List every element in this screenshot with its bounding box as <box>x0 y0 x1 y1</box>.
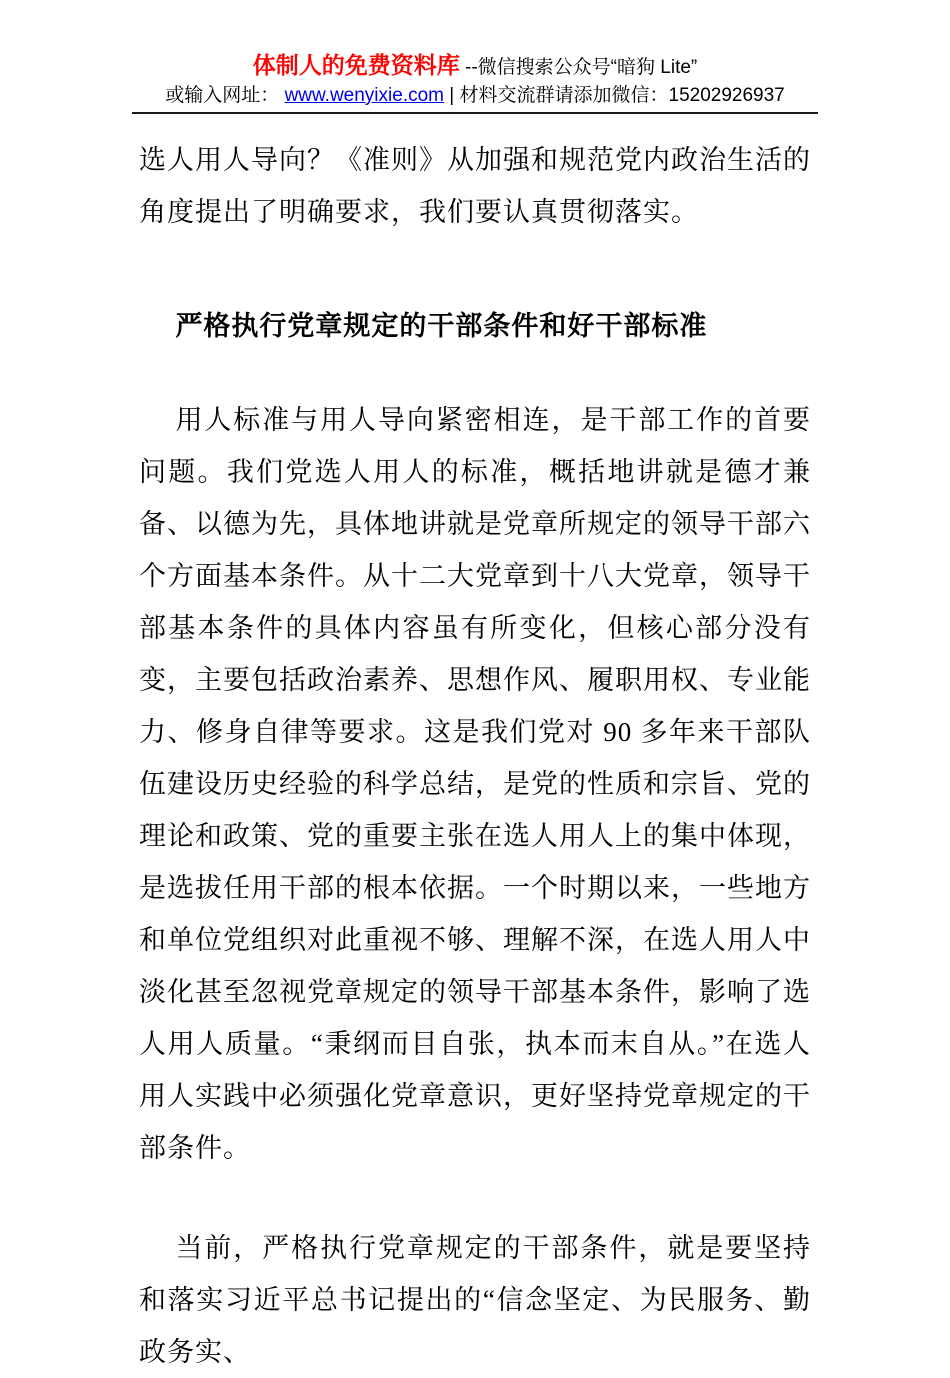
brand-title: 体制人的免费资料库 <box>252 52 460 78</box>
document-body <box>139 134 811 1378</box>
paragraph-intro: 选人用人导向？《准则》从加强和规范党内政治生活的角度提出了明确要求，我们要认真贯彻落实。 <box>139 145 811 227</box>
paragraph-main: 用人标准与用人导向紧密相连，是干部工作的首要问题。我们党选人用人的标准，概括地讲就是德才兼备、以德为先，具体地讲就是党章所规定的领导干部六个方面基本条件。从十二大党章到十八大党章，领导干部基本条件的具体内容虽有所变化，但核心部分没有变，主要包括政治素养、思想作风、履职用权、专业能力、修身自律等要求。这是我们党对 90 多年来干部队伍建设历史经验的科学总结，是党的性质和宗旨、党的理论和政策、党的重要主张在选人用人上的集中体现，是选拔任用干部的根本依据。一个时期以来，一些地方和单位党组织对此重视不够、理解不深，在选人用人中淡化甚至忽视党章规定的领导干部基本条件，影响了选人用人质量。“秉纲而目自张，执本而末自从。”在选人用人实践中必须强化党章意识，更好坚持党章规定的干部条件。 <box>139 405 811 1163</box>
header-line-1 <box>0 50 950 83</box>
contact-wechat-label: | 材料交流群请添加微信：15202926937 <box>449 85 785 106</box>
url-prefix-label: 或输入网址： <box>165 85 280 106</box>
section-heading: 严格执行党章规定的干部条件和好干部标准 <box>175 311 708 341</box>
watermark-header <box>0 0 950 114</box>
paragraph-last: 当前，严格执行党章规定的干部条件，就是要坚持和落实习近平总书记提出的“信念坚定、为民服务、勤政务实、 <box>139 1233 811 1367</box>
header-line-2 <box>0 83 950 109</box>
website-link[interactable]: www.wenyixie.com <box>284 85 444 106</box>
header-divider <box>132 112 818 114</box>
brand-tagline: --微信搜索公众号“暗狗 Lite” <box>465 57 698 78</box>
